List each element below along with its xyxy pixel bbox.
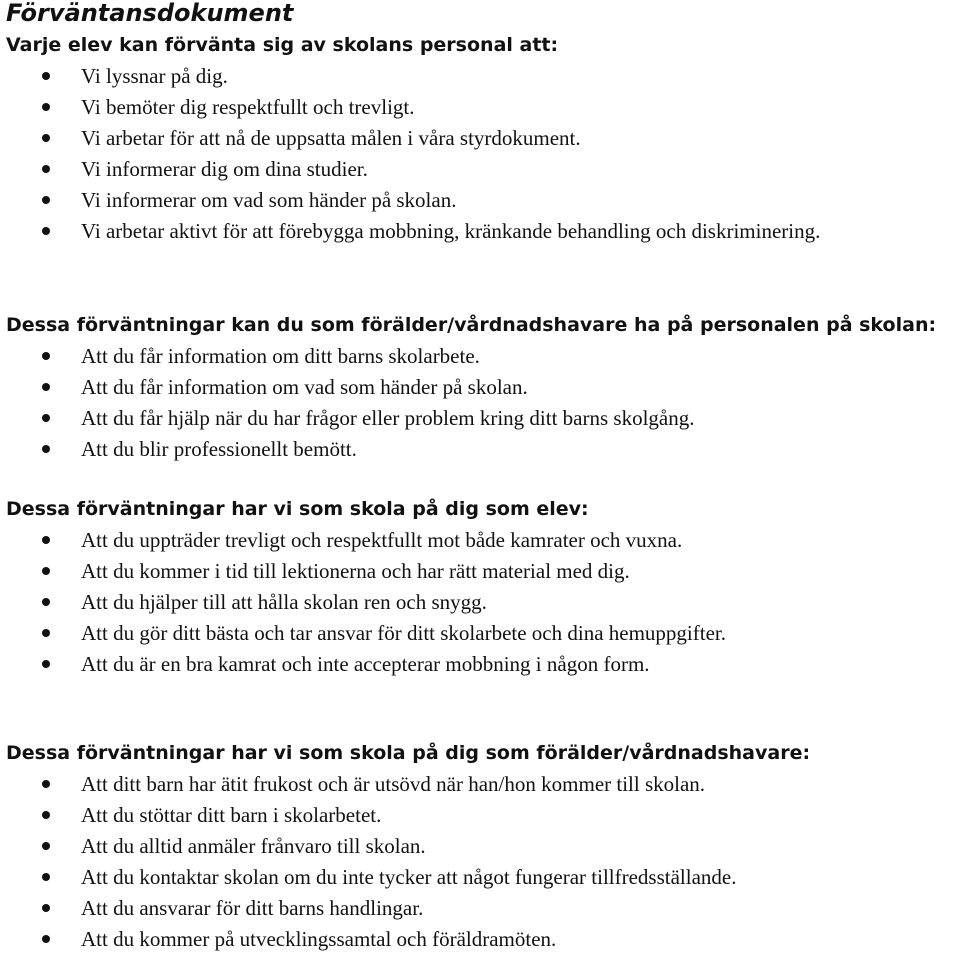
bullet-icon bbox=[42, 383, 50, 391]
bullet-icon bbox=[42, 536, 50, 544]
bullet-icon bbox=[42, 196, 50, 204]
bullet-icon bbox=[42, 72, 50, 80]
bullet-icon bbox=[42, 842, 50, 850]
bullet-icon bbox=[42, 629, 50, 637]
list-item: Att du får information om vad som händer på skolan. bbox=[0, 372, 960, 403]
list-item: Att du stöttar ditt barn i skolarbetet. bbox=[0, 800, 960, 831]
bullet-icon bbox=[42, 567, 50, 575]
bullet-icon bbox=[42, 873, 50, 881]
list-item: Vi lyssnar på dig. bbox=[0, 61, 960, 92]
bullet-list bbox=[0, 341, 960, 465]
section-heading: Dessa förväntningar har vi som skola på dig som elev: bbox=[6, 498, 589, 520]
section-heading: Varje elev kan förvänta sig av skolans personal att: bbox=[6, 34, 559, 56]
list-item: Att du får information om ditt barns skolarbete. bbox=[0, 341, 960, 372]
list-item: Att du blir professionellt bemött. bbox=[0, 434, 960, 465]
list-item: Att du är en bra kamrat och inte accepterar mobbning i någon form. bbox=[0, 649, 960, 680]
section-heading: Dessa förväntningar kan du som förälder/vårdnadshavare ha på personalen på skolan: bbox=[6, 314, 937, 336]
list-item: Att du kontaktar skolan om du inte tycker att något fungerar tillfredsställande. bbox=[0, 862, 960, 893]
list-item: Att du hjälper till att hålla skolan ren och snygg. bbox=[0, 587, 960, 618]
list-item: Vi arbetar aktivt för att förebygga mobbning, kränkande behandling och diskriminering. bbox=[0, 216, 960, 247]
bullet-icon bbox=[42, 780, 50, 788]
section-heading: Dessa förväntningar har vi som skola på dig som förälder/vårdnadshavare: bbox=[6, 742, 811, 764]
bullet-icon bbox=[42, 134, 50, 142]
bullet-list bbox=[0, 769, 960, 955]
bullet-icon bbox=[42, 935, 50, 943]
bullet-icon bbox=[42, 352, 50, 360]
bullet-icon bbox=[42, 414, 50, 422]
bullet-icon bbox=[42, 103, 50, 111]
list-item: Vi informerar dig om dina studier. bbox=[0, 154, 960, 185]
list-item: Vi informerar om vad som händer på skolan. bbox=[0, 185, 960, 216]
list-item: Att du uppträder trevligt och respektfullt mot både kamrater och vuxna. bbox=[0, 525, 960, 556]
list-item: Vi bemöter dig respektfullt och trevligt. bbox=[0, 92, 960, 123]
bullet-icon bbox=[42, 165, 50, 173]
bullet-icon bbox=[42, 660, 50, 668]
list-item: Att du ansvarar för ditt barns handlingar. bbox=[0, 893, 960, 924]
bullet-icon bbox=[42, 445, 50, 453]
list-item: Att du gör ditt bästa och tar ansvar för ditt skolarbete och dina hemuppgifter. bbox=[0, 618, 960, 649]
bullet-icon bbox=[42, 811, 50, 819]
bullet-list bbox=[0, 61, 960, 247]
bullet-icon bbox=[42, 227, 50, 235]
list-item: Att du kommer på utvecklingssamtal och föräldramöten. bbox=[0, 924, 960, 955]
list-item: Vi arbetar för att nå de uppsatta målen i våra styrdokument. bbox=[0, 123, 960, 154]
list-item: Att ditt barn har ätit frukost och är utsövd när han/hon kommer till skolan. bbox=[0, 769, 960, 800]
bullet-list bbox=[0, 525, 960, 680]
document-title: Förväntansdokument bbox=[6, 0, 294, 27]
list-item: Att du får hjälp när du har frågor eller problem kring ditt barns skolgång. bbox=[0, 403, 960, 434]
bullet-icon bbox=[42, 598, 50, 606]
list-item: Att du alltid anmäler frånvaro till skolan. bbox=[0, 831, 960, 862]
bullet-icon bbox=[42, 904, 50, 912]
list-item: Att du kommer i tid till lektionerna och har rätt material med dig. bbox=[0, 556, 960, 587]
